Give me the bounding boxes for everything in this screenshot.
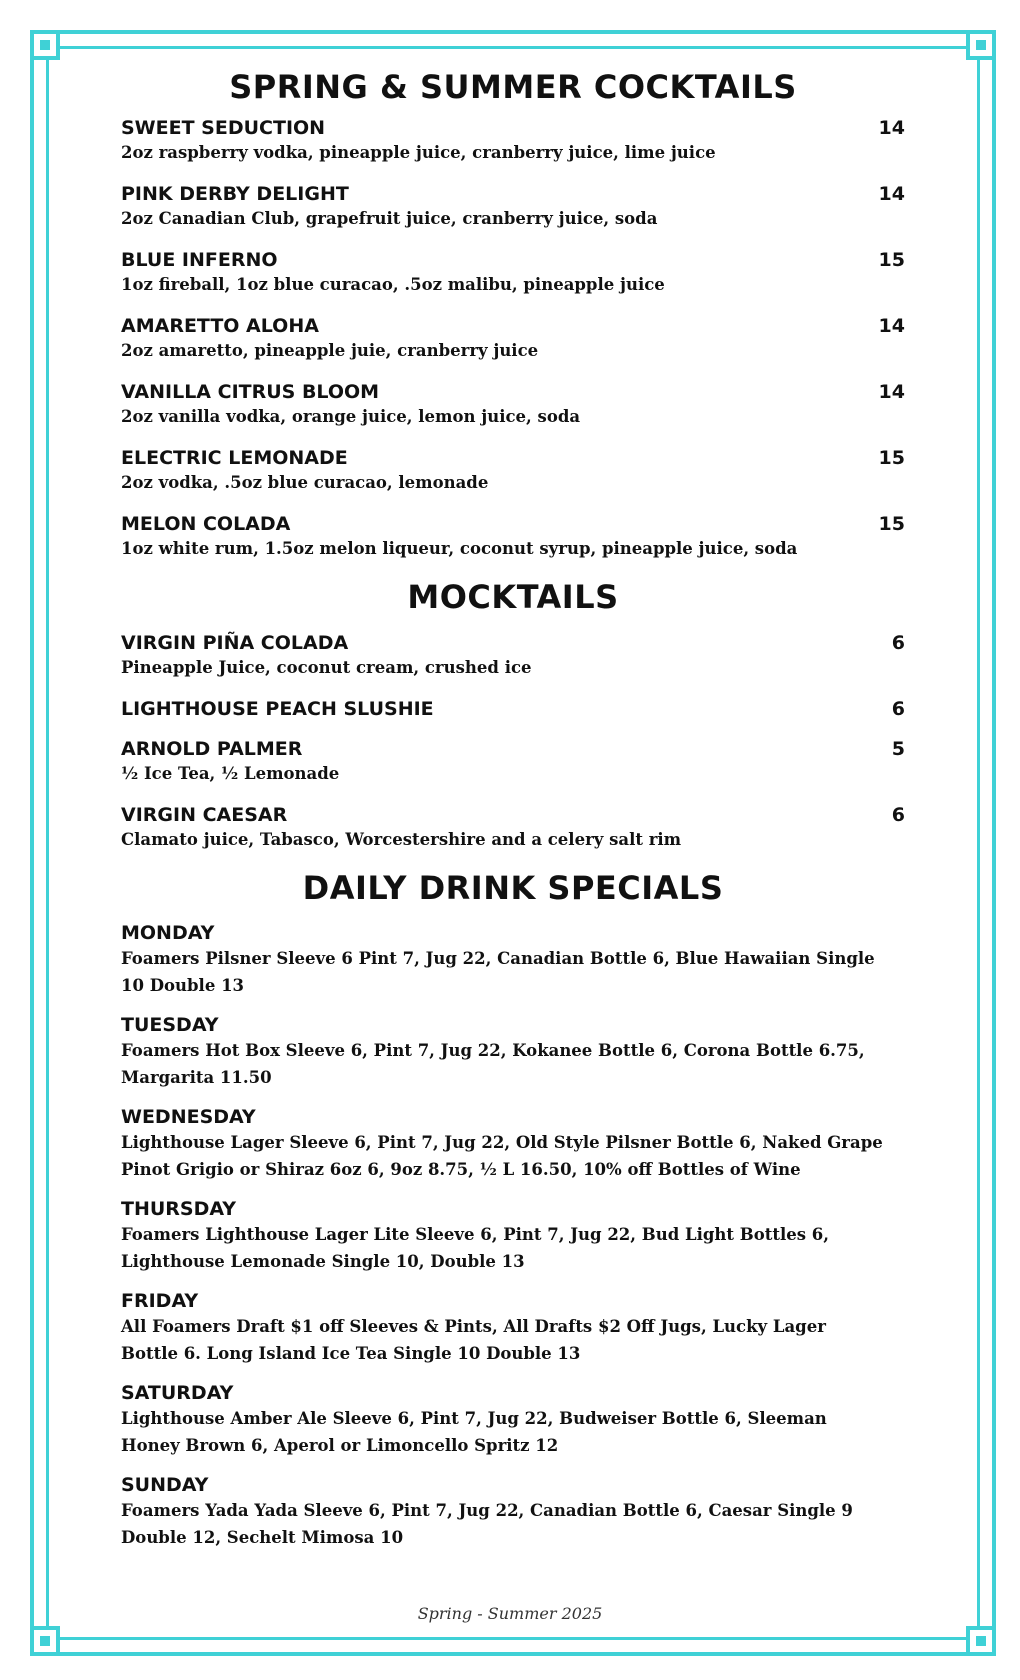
- cocktail-item-name: ELECTRIC LEMONADE: [121, 447, 348, 470]
- cocktails-title: SPRING & SUMMER COCKTAILS: [229, 68, 797, 106]
- cocktail-item: [121, 116, 905, 166]
- cocktail-item-price: 15: [878, 513, 905, 536]
- mocktail-item: [121, 631, 905, 681]
- cocktail-item-description: 2oz vanilla vodka, orange juice, lemon juice, soda: [121, 407, 581, 427]
- cocktail-item-description: 2oz raspberry vodka, pineapple juice, cranberry juice, lime juice: [121, 143, 716, 163]
- daily-special-description: Lighthouse Amber Ale Sleeve 6, Pint 7, Jug 22, Budweiser Bottle 6, Sleeman Honey Brown 6, Aperol or Limoncello Spritz 12: [121, 1409, 827, 1456]
- cocktail-item-name: MELON COLADA: [121, 513, 291, 536]
- daily-special-description: Lighthouse Lager Sleeve 6, Pint 7, Jug 22, Old Style Pilsner Bottle 6, Naked Grape Pinot Grigio or Shiraz 6oz 6, 9oz 8.75, ½ L 16.50, 10% off Bottles of Wine: [121, 1133, 883, 1180]
- cocktail-item-header: [121, 446, 905, 470]
- cocktail-item: [121, 446, 905, 496]
- mocktail-item-price: 6: [891, 697, 905, 720]
- season-footer: Spring - Summer 2025: [417, 1604, 603, 1623]
- mocktail-item-name: LIGHTHOUSE PEACH SLUSHIE: [121, 697, 434, 720]
- corner-ornament-bottom-right: [966, 1626, 996, 1656]
- corner-ornament-top-left: [30, 30, 60, 60]
- cocktail-item-name: AMARETTO ALOHA: [121, 315, 319, 338]
- cocktail-item: [121, 182, 905, 232]
- cocktail-item-header: [121, 182, 905, 206]
- cocktail-item-description: 2oz Canadian Club, grapefruit juice, cranberry juice, soda: [121, 209, 658, 229]
- cocktail-item-name: BLUE INFERNO: [121, 249, 278, 272]
- cocktail-item-price: 15: [878, 447, 905, 470]
- daily-special-description: Foamers Yada Yada Sleeve 6, Pint 7, Jug 22, Canadian Bottle 6, Caesar Single 9 Double 12, Sechelt Mimosa 10: [121, 1501, 853, 1548]
- cocktail-item-description: 1oz white rum, 1.5oz melon liqueur, coconut syrup, pineapple juice, soda: [121, 539, 798, 559]
- mocktail-list: [121, 631, 905, 853]
- mocktail-item-price: 5: [891, 737, 905, 760]
- cocktail-item-description: 2oz vodka, .5oz blue curacao, lemonade: [121, 473, 489, 493]
- daily-special-day: MONDAY: [121, 922, 215, 945]
- specials-title: DAILY DRINK SPECIALS: [302, 868, 724, 907]
- mocktail-item-header: [121, 697, 905, 721]
- cocktail-item-header: [121, 314, 905, 338]
- cocktail-item-header: [121, 248, 905, 272]
- mocktails-title: MOCKTAILS: [407, 578, 619, 617]
- daily-special-description: Foamers Hot Box Sleeve 6, Pint 7, Jug 22, Kokanee Bottle 6, Corona Bottle 6.75, Margarita 11.50: [121, 1041, 865, 1088]
- cocktail-item: [121, 512, 905, 562]
- cocktail-item: [121, 248, 905, 298]
- mocktail-item: [121, 697, 905, 721]
- mocktail-item-header: [121, 737, 905, 761]
- cocktail-item-price: 14: [878, 381, 905, 404]
- daily-special: [121, 1381, 905, 1459]
- daily-special: [121, 1289, 905, 1367]
- cocktail-item-name: VANILLA CITRUS BLOOM: [121, 381, 380, 404]
- cocktail-item-price: 14: [878, 117, 905, 140]
- cocktail-list: [121, 116, 905, 562]
- daily-special: [121, 1473, 905, 1551]
- daily-special-description: All Foamers Draft $1 off Sleeves & Pints, All Drafts $2 Off Jugs, Lucky Lager Bottle 6. Long Island Ice Tea Single 10 Double 13: [121, 1317, 826, 1364]
- mocktail-item-name: VIRGIN PIÑA COLADA: [121, 631, 349, 654]
- cocktail-item-price: 14: [878, 183, 905, 206]
- mocktail-item-price: 6: [891, 631, 905, 654]
- corner-ornament-top-right: [966, 30, 996, 60]
- daily-special: [121, 1197, 905, 1275]
- cocktail-item-header: [121, 116, 905, 140]
- mocktail-item-header: [121, 803, 905, 827]
- mocktail-item-header: [121, 631, 905, 655]
- daily-special-day: THURSDAY: [121, 1198, 237, 1221]
- mocktail-item-price: 6: [891, 803, 905, 826]
- cocktail-item: [121, 314, 905, 364]
- cocktail-item-price: 14: [878, 315, 905, 338]
- daily-special: [121, 1105, 905, 1183]
- mocktail-item-name: ARNOLD PALMER: [121, 737, 303, 760]
- cocktail-item-header: [121, 512, 905, 536]
- cocktail-item: [121, 380, 905, 430]
- daily-special-description: Foamers Lighthouse Lager Lite Sleeve 6, Pint 7, Jug 22, Bud Light Bottles 6, Lighthouse Lemonade Single 10, Double 13: [121, 1225, 829, 1272]
- daily-special-day: WEDNESDAY: [121, 1106, 256, 1129]
- daily-special-day: FRIDAY: [121, 1290, 199, 1313]
- daily-special-description: Foamers Pilsner Sleeve 6 Pint 7, Jug 22, Canadian Bottle 6, Blue Hawaiian Single 10 Double 13: [121, 949, 875, 996]
- cocktail-item-description: 1oz fireball, 1oz blue curacao, .5oz malibu, pineapple juice: [121, 275, 665, 295]
- mocktail-item-description: Pineapple Juice, coconut cream, crushed ice: [121, 657, 532, 677]
- daily-special-day: SATURDAY: [121, 1382, 234, 1405]
- mocktail-item-name: VIRGIN CAESAR: [121, 803, 288, 826]
- mocktail-item: [121, 737, 905, 787]
- cocktail-item-name: PINK DERBY DELIGHT: [121, 183, 349, 206]
- mocktail-item: [121, 803, 905, 853]
- daily-special: [121, 1013, 905, 1091]
- mocktail-item-description: ½ Ice Tea, ½ Lemonade: [121, 763, 340, 783]
- cocktail-item-price: 15: [878, 249, 905, 272]
- cocktail-item-description: 2oz amaretto, pineapple juie, cranberry juice: [121, 341, 539, 361]
- menu-content: [121, 62, 905, 1565]
- mocktail-item-description: Clamato juice, Tabasco, Worcestershire and a celery salt rim: [121, 829, 682, 849]
- cocktail-item-name: SWEET SEDUCTION: [121, 117, 326, 140]
- corner-ornament-bottom-left: [30, 1626, 60, 1656]
- daily-special: [121, 921, 905, 999]
- daily-special-day: TUESDAY: [121, 1014, 219, 1037]
- specials-list: [121, 921, 905, 1551]
- cocktail-item-header: [121, 380, 905, 404]
- daily-special-day: SUNDAY: [121, 1474, 209, 1497]
